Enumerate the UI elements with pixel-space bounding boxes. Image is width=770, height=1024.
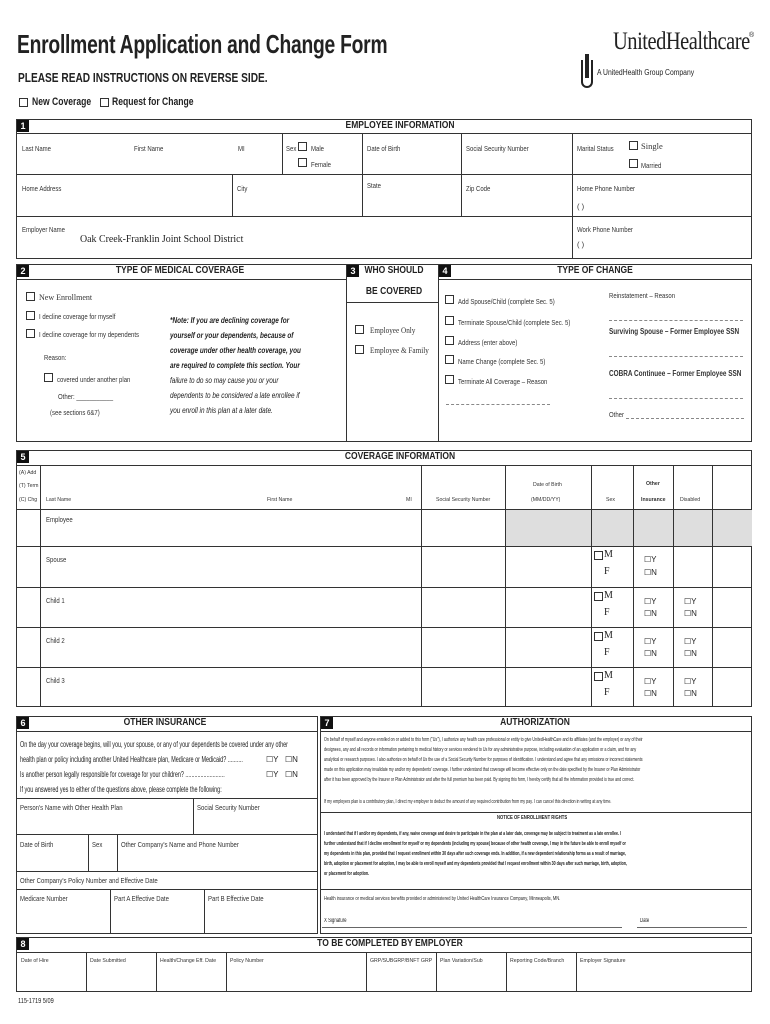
decline-dependents-label: I decline coverage for my dependents: [39, 330, 140, 339]
section-5-number: 5: [17, 451, 29, 463]
female-checkbox[interactable]: [298, 158, 307, 167]
health-change-label: Health/Change Eff. Date: [160, 958, 217, 964]
terminate-spouse-child-checkbox[interactable]: [445, 316, 454, 325]
new-coverage-label: New Coverage: [32, 96, 92, 108]
col-other-insurance-line1: Other: [646, 481, 660, 487]
see-sections-label: (see sections 6&7): [50, 408, 100, 417]
section-3-number: 3: [347, 265, 359, 277]
child1-male-checkbox[interactable]: [594, 592, 603, 601]
spouse-male-checkbox[interactable]: [594, 551, 603, 560]
code-chg-label: (C) Chg: [19, 497, 38, 503]
cobra-continuee-label: COBRA Continuee – Former Employee SSN: [609, 369, 742, 378]
child2-male-checkbox[interactable]: [594, 632, 603, 641]
col-first-name: First Name: [267, 497, 293, 503]
child1-disabled-y[interactable]: ☐Y: [684, 597, 697, 606]
decline-dependents-checkbox[interactable]: [26, 329, 35, 338]
decline-myself-label: I decline coverage for myself: [39, 312, 116, 321]
type-change-other-label: Other: [609, 410, 625, 419]
address-change-checkbox[interactable]: [445, 336, 454, 345]
row-child2-label: Child 2: [46, 636, 65, 645]
form-code: 115-1719 5/09: [18, 998, 54, 1005]
form-title: Enrollment Application and Change Form: [17, 29, 388, 59]
new-enrollment-label: New Enrollment: [39, 293, 93, 302]
code-term-label: (T) Term: [19, 483, 39, 489]
date-submitted-label: Date Submitted: [90, 958, 126, 964]
covered-other-plan-label: covered under another plan: [57, 375, 131, 384]
child2-other-ins-y[interactable]: ☐Y: [644, 637, 657, 646]
section-6-number: 6: [17, 717, 29, 729]
section-1-number: 1: [17, 120, 29, 132]
row-child3-label: Child 3: [46, 676, 65, 685]
name-change-checkbox[interactable]: [445, 355, 454, 364]
married-label: Married: [641, 161, 662, 170]
city-label: City: [237, 184, 248, 193]
section-2-number: 2: [17, 265, 29, 277]
add-spouse-child-label: Add Spouse/Child (complete Sec. 5): [458, 297, 555, 306]
child3-male-checkbox[interactable]: [594, 672, 603, 681]
female-label: Female: [311, 160, 332, 169]
col-other-insurance-line2: Insurance: [641, 497, 666, 503]
male-label: Male: [311, 144, 325, 153]
notice-title: NOTICE OF ENROLLMENT RIGHTS: [497, 815, 568, 821]
signature-date[interactable]: Date: [640, 918, 650, 924]
col-disabled: Disabled: [680, 497, 701, 503]
row-spouse-label: Spouse: [46, 555, 67, 564]
child2-disabled-n[interactable]: ☐N: [684, 649, 697, 658]
spouse-other-ins-n[interactable]: ☐N: [644, 568, 657, 577]
mi-label: MI: [238, 144, 245, 153]
col-last-name: Last Name: [46, 497, 72, 503]
col-dob-line1: Date of Birth: [533, 482, 562, 488]
terminate-spouse-child-label: Terminate Spouse/Child (complete Sec. 5): [458, 318, 571, 327]
part-b-label: Part B Effective Date: [208, 894, 264, 903]
state-label: State: [367, 181, 382, 190]
other-insurance-question-1a: On the day your coverage begins, will you, your spouse, or any of your dependents be covered under any other: [20, 740, 288, 749]
reporting-code-label: Reporting Code/Branch: [510, 958, 565, 964]
employer-name-label: Employer Name: [22, 225, 66, 234]
health-insurance-text: Health insurance or medical services benefits provided or administered by United HealthCare Insurance Company, Minneapolis, MN.: [324, 896, 561, 902]
terminate-all-checkbox[interactable]: [445, 375, 454, 384]
section-6-title: OTHER INSURANCE: [123, 717, 207, 728]
first-name-label: First Name: [134, 144, 164, 153]
ssn-label: Social Security Number: [466, 144, 529, 153]
other-company-label: Other Company's Name and Phone Number: [121, 840, 239, 849]
medicare-number-label: Medicare Number: [20, 894, 68, 903]
employee-only-label: Employee Only: [370, 326, 416, 335]
employee-only-checkbox[interactable]: [355, 325, 364, 334]
policy-number-label: Policy Number: [230, 958, 264, 964]
section-7-number: 7: [321, 717, 333, 729]
persons-name-label: Person's Name with Other Health Plan: [20, 803, 123, 812]
terminate-all-label: Terminate All Coverage – Reason: [458, 377, 548, 386]
name-change-label: Name Change (complete Sec. 5): [458, 357, 546, 366]
q1-yes[interactable]: ☐Y: [266, 755, 279, 764]
child3-other-ins-n[interactable]: ☐N: [644, 689, 657, 698]
single-checkbox[interactable]: [629, 141, 638, 150]
work-phone-label: Work Phone Number: [577, 225, 633, 234]
home-phone-label: Home Phone Number: [577, 184, 636, 193]
company-logo: UnitedHealthcare ® A UnitedHealth Group Company: [575, 28, 755, 98]
child2-disabled-y[interactable]: ☐Y: [684, 637, 697, 646]
logo-wordmark: UnitedHealthcare: [613, 28, 750, 55]
child2-other-ins-n[interactable]: ☐N: [644, 649, 657, 658]
section-3-title-line2: BE COVERED: [365, 286, 423, 297]
other-dob-label: Date of Birth: [20, 840, 54, 849]
covered-other-plan-checkbox[interactable]: [44, 373, 53, 382]
decline-myself-checkbox[interactable]: [26, 311, 35, 320]
last-name-label: Last Name: [22, 144, 52, 153]
instructions-text: PLEASE READ INSTRUCTIONS ON REVERSE SIDE.: [18, 70, 268, 85]
employer-name-value[interactable]: Oak Creek-Franklin Joint School District: [80, 233, 244, 245]
section-4-title: TYPE OF CHANGE: [557, 265, 633, 276]
employee-family-label: Employee & Family: [370, 346, 429, 355]
child3-disabled-n[interactable]: ☐N: [684, 689, 697, 698]
request-change-checkbox[interactable]: [100, 98, 109, 107]
child1-other-ins-y[interactable]: ☐Y: [644, 597, 657, 606]
grp-label: GRP/SUBGRP/BNFT GRP: [370, 958, 433, 964]
zip-label: Zip Code: [466, 184, 491, 193]
row-child1-label: Child 1: [46, 596, 65, 605]
col-mi: MI: [406, 497, 412, 503]
home-phone-area-code[interactable]: ( ): [577, 202, 585, 211]
spouse-other-ins-y[interactable]: ☐Y: [644, 555, 657, 564]
code-add-label: (A) Add: [19, 470, 37, 476]
child3-disabled-y[interactable]: ☐Y: [684, 677, 697, 686]
marital-status-label: Marital Status: [577, 144, 614, 153]
other-ssn-label: Social Security Number: [197, 803, 260, 812]
section-3-title-line1: WHO SHOULD: [364, 265, 424, 276]
q2-yes[interactable]: ☐Y: [266, 770, 279, 779]
employee-family-checkbox[interactable]: [355, 345, 364, 354]
section-8-number: 8: [17, 938, 29, 950]
child1-disabled-n[interactable]: ☐N: [684, 609, 697, 618]
work-phone-area-code[interactable]: ( ): [577, 240, 585, 249]
request-change-label: Request for Change: [112, 96, 194, 108]
reason-other-label[interactable]: Other: ___________: [58, 392, 114, 401]
address-change-label: Address (enter above): [458, 338, 518, 347]
part-a-label: Part A Effective Date: [114, 894, 169, 903]
q1-no[interactable]: ☐N: [285, 755, 298, 764]
child1-other-ins-n[interactable]: ☐N: [644, 609, 657, 618]
other-insurance-question-2: Is another person legally responsible for coverage for your children? ..........................: [20, 770, 225, 779]
new-enrollment-checkbox[interactable]: [26, 292, 35, 301]
sex-label: Sex: [286, 144, 297, 153]
male-checkbox[interactable]: [298, 142, 307, 151]
section-4-number: 4: [439, 265, 451, 277]
other-insurance-question-3: If you answered yes to either of the questions above, please complete the following:: [20, 785, 222, 794]
section-1-title: EMPLOYEE INFORMATION: [345, 120, 455, 131]
section-2-title: TYPE OF MEDICAL COVERAGE: [115, 265, 245, 276]
section-7-title: AUTHORIZATION: [500, 717, 570, 728]
single-label: Single: [641, 141, 663, 151]
col-sex: Sex: [606, 497, 615, 503]
other-sex-label: Sex: [92, 840, 103, 849]
reinstatement-label: Reinstatement – Reason: [609, 291, 676, 300]
home-address-label: Home Address: [22, 184, 62, 193]
col-ssn: Social Security Number: [436, 497, 491, 503]
logo-tagline: A UnitedHealth Group Company: [597, 68, 695, 77]
q2-no[interactable]: ☐N: [285, 770, 298, 779]
signature-line[interactable]: X Signature: [324, 918, 347, 924]
add-spouse-child-checkbox[interactable]: [445, 295, 454, 304]
surviving-spouse-label: Surviving Spouse – Former Employee SSN: [609, 327, 740, 336]
section-5-title: COVERAGE INFORMATION: [344, 451, 456, 462]
contributory-text: If my employers plan is a contributory plan, I direct my employer to deduct the amount of any required contribution from my pay. I can cancel this direction in writing at any time.: [324, 799, 612, 805]
other-insurance-question-1b: health plan or policy including another United Healthcare plan, Medicare or Medicaid? ..........: [20, 755, 243, 764]
employer-signature-label: Employer Signature: [580, 958, 626, 964]
col-dob-line2: (MM/DD/YY): [531, 497, 561, 503]
policy-number-label: Other Company's Policy Number and Effective Date: [20, 876, 158, 885]
child3-other-ins-y[interactable]: ☐Y: [644, 677, 657, 686]
date-of-hire-label: Date of Hire: [21, 958, 49, 964]
married-checkbox[interactable]: [629, 159, 638, 168]
section-8-title: TO BE COMPLETED BY EMPLOYER: [317, 938, 463, 949]
reason-label: Reason:: [44, 353, 67, 362]
dob-label: Date of Birth: [367, 144, 401, 153]
row-employee-label: Employee: [46, 515, 73, 524]
new-coverage-checkbox[interactable]: [19, 98, 28, 107]
plan-variation-label: Plan Variation/Sub: [440, 958, 483, 964]
